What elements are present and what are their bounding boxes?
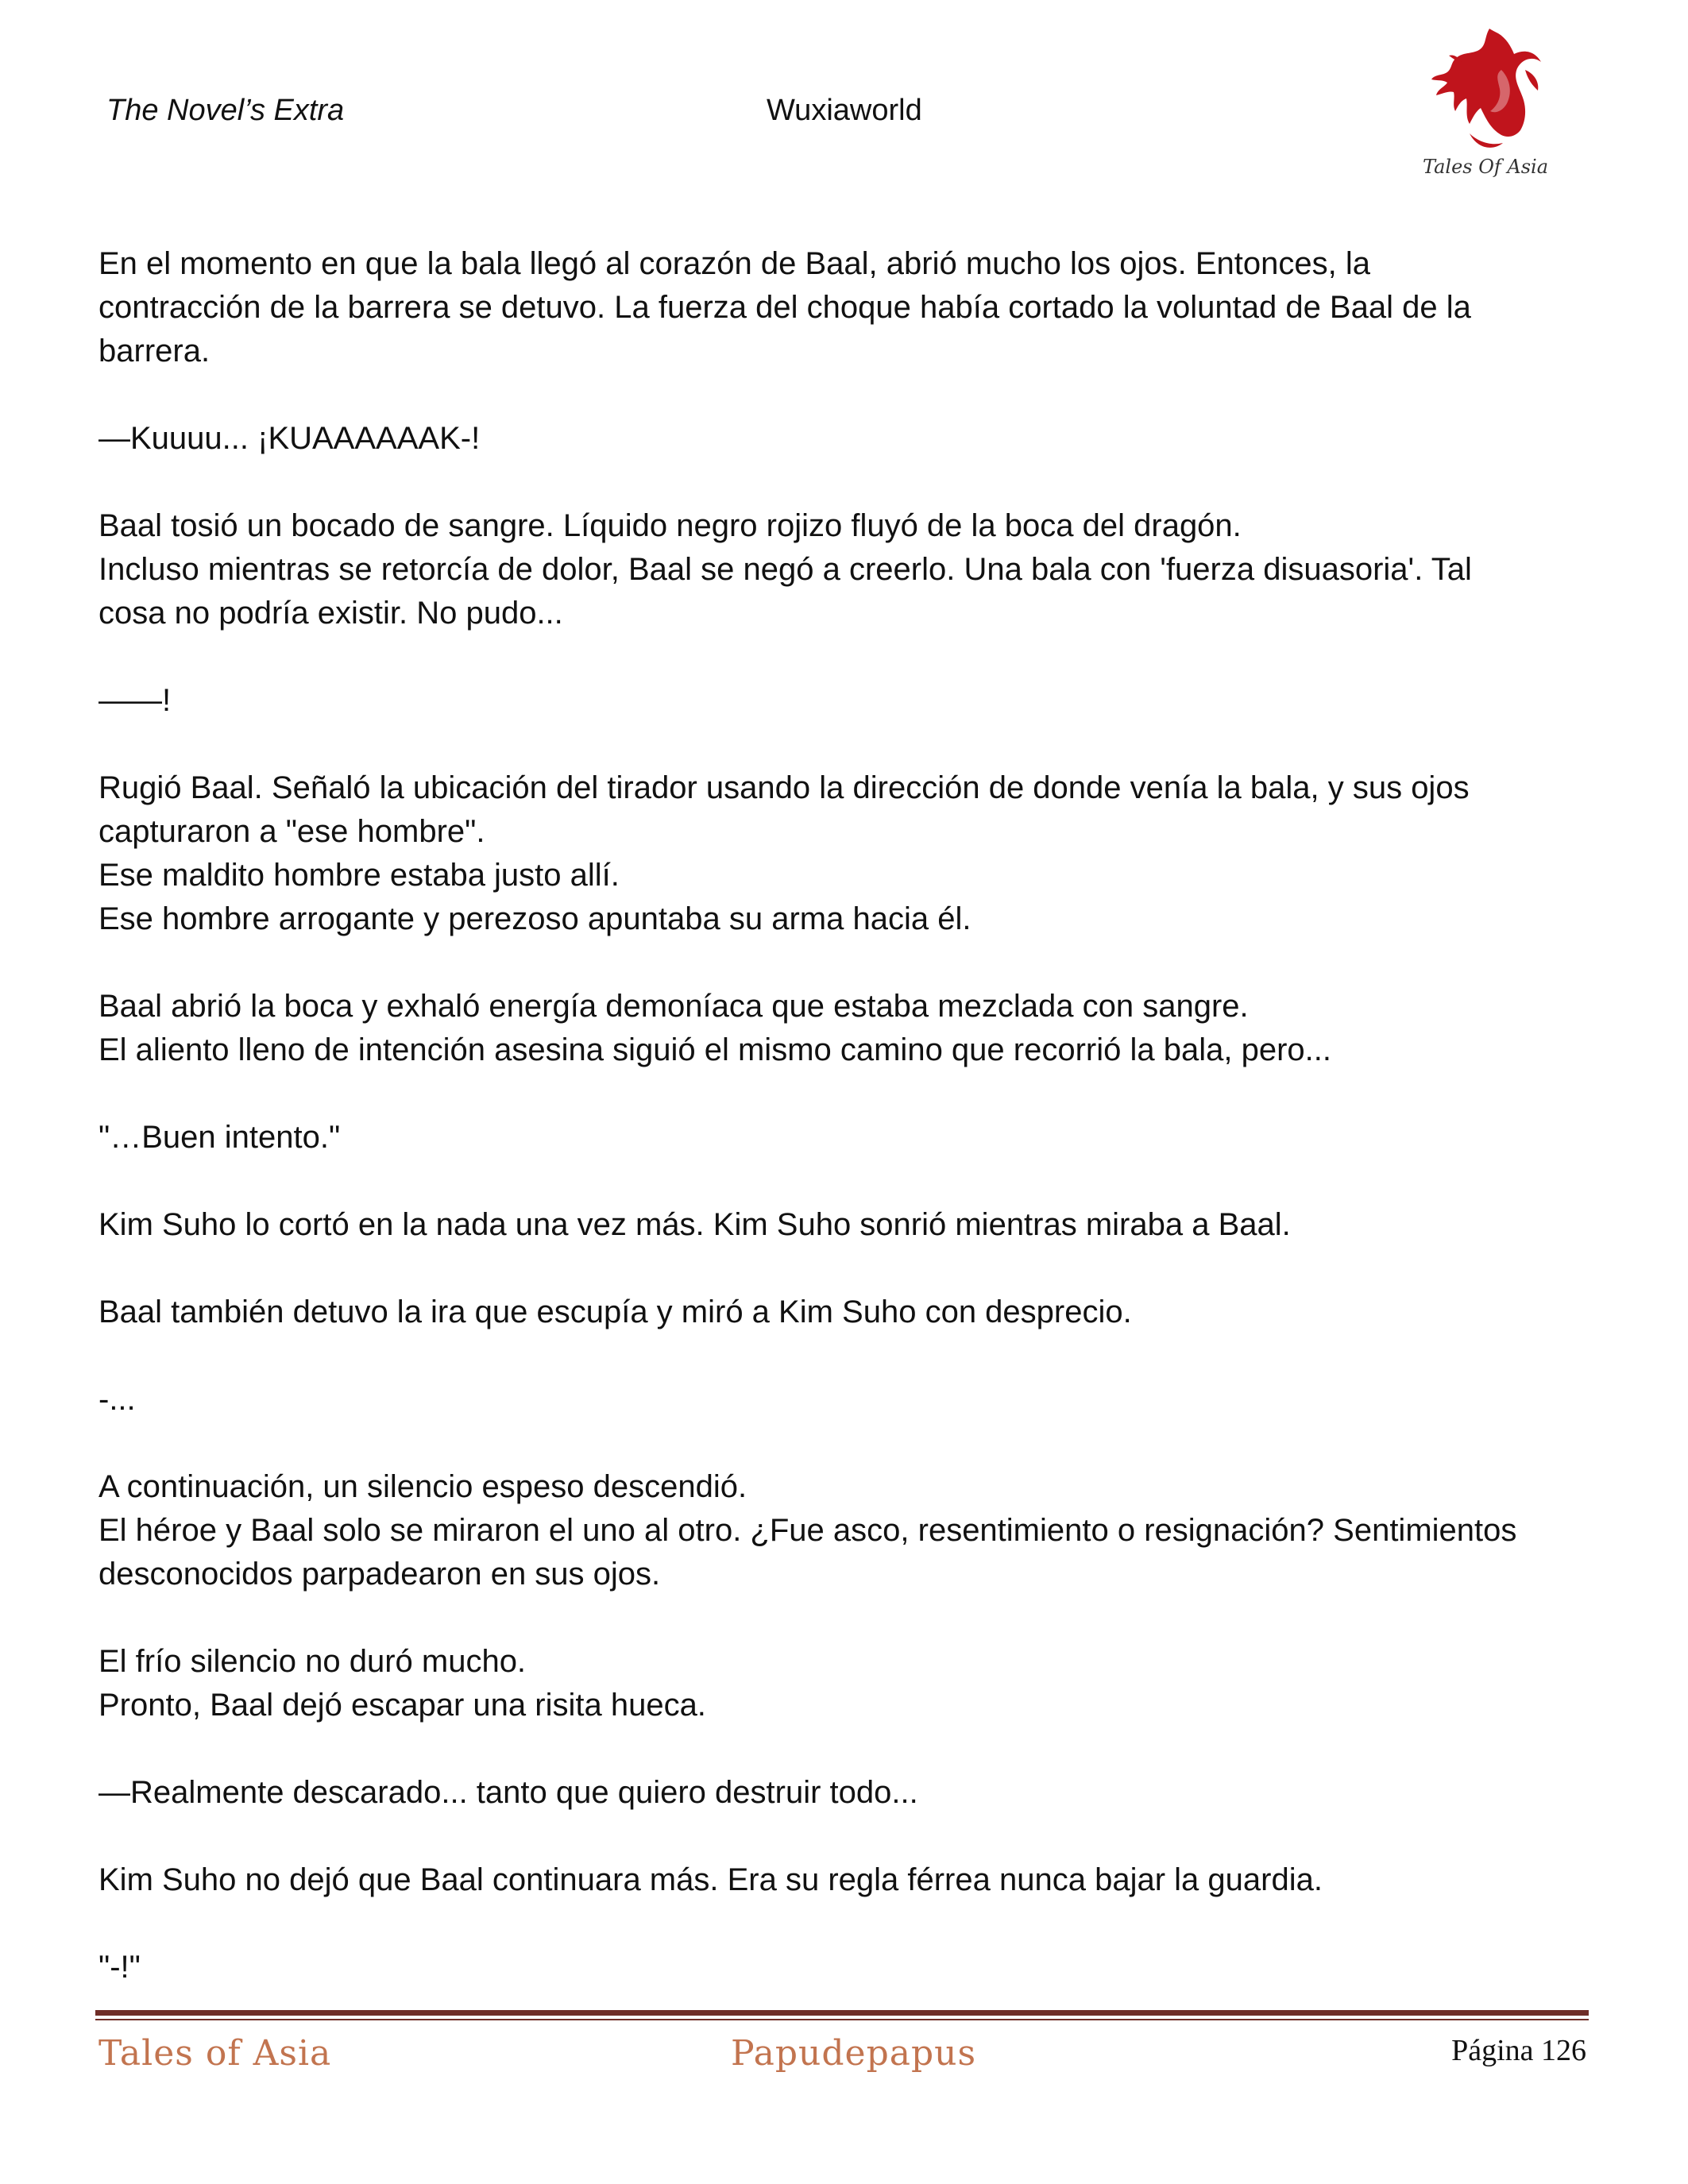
paragraph — [98, 1946, 1592, 1989]
text-line: —Kuuuu... ¡KUAAAAAAK-! — [98, 421, 481, 456]
text-line: "-!" — [98, 1950, 141, 1985]
text-line: contracción de la barrera se detuvo. La fuerza del choque había cortado la voluntad de Baal de la — [98, 290, 1471, 325]
paragraph — [98, 1291, 1592, 1334]
paragraph — [98, 1640, 1592, 1727]
paragraph — [98, 417, 1592, 461]
text-line: Baal tosió un bocado de sangre. Líquido negro rojizo fluyó de la boca del dragón. — [98, 508, 1242, 543]
text-line: Incluso mientras se retorcía de dolor, Baal se negó a creerlo. Una bala con 'fuerza disuasoria'. Tal — [98, 552, 1472, 587]
book-title: The Novel’s Extra — [106, 94, 345, 127]
dragon-logo — [1414, 22, 1557, 185]
paragraph — [98, 766, 1592, 941]
text-line: ——! — [98, 683, 172, 718]
text-line: -... — [98, 1382, 136, 1417]
paragraph — [98, 1116, 1592, 1160]
chapter-body — [98, 242, 1592, 2033]
text-line: A continuación, un silencio espeso descendió. — [98, 1469, 747, 1504]
text-line: En el momento en que la bala llegó al corazón de Baal, abrió mucho los ojos. Entonces, la — [98, 246, 1370, 281]
footer-translator: Papudepapus — [731, 2033, 977, 2074]
text-line: El aliento lleno de intención asesina siguió el mismo camino que recorrió la bala, pero... — [98, 1032, 1331, 1067]
text-line: El héroe y Baal solo se miraron el uno al otro. ¿Fue asco, resentimiento o resignación? Sentimientos — [98, 1513, 1517, 1548]
paragraph — [98, 1771, 1592, 1815]
paragraph — [98, 1378, 1592, 1422]
text-line: —Realmente descarado... tanto que quiero destruir todo... — [98, 1775, 918, 1810]
paragraph — [98, 242, 1592, 373]
text-line: El frío silencio no duró mucho. — [98, 1644, 527, 1679]
text-line: barrera. — [98, 334, 211, 369]
text-line: Kim Suho lo cortó en la nada una vez más. Kim Suho sonrió mientras miraba a Baal. — [98, 1207, 1291, 1242]
text-line: Kim Suho no dejó que Baal continuara más. Era su regla férrea nunca bajar la guardia. — [98, 1862, 1323, 1897]
text-line: Rugió Baal. Señaló la ubicación del tirador usando la dirección de donde venía la bala, y sus ojos — [98, 770, 1470, 805]
footer-divider — [95, 2010, 1589, 2016]
paragraph — [98, 985, 1592, 1072]
text-line: Baal abrió la boca y exhaló energía demoníaca que estaba mezclada con sangre. — [98, 989, 1249, 1024]
footer-divider-thin — [95, 2019, 1589, 2020]
text-line: capturaron a "ese hombre". — [98, 814, 485, 849]
text-line: Pronto, Baal dejó escapar una risita hueca. — [98, 1688, 706, 1723]
paragraph — [98, 679, 1592, 723]
paragraph — [98, 1858, 1592, 1902]
paragraph — [98, 1465, 1592, 1596]
paragraph — [98, 504, 1592, 635]
text-line: "…Buen intento." — [98, 1120, 341, 1155]
text-line: Ese maldito hombre estaba justo allí. — [98, 858, 620, 893]
text-line: desconocidos parpadearon en sus ojos. — [98, 1557, 661, 1592]
logo-text: Tales Of Asia — [1422, 156, 1549, 178]
text-line: Baal también detuvo la ira que escupía y miró a Kim Suho con desprecio. — [98, 1295, 1132, 1329]
text-line: cosa no podría existir. No pudo... — [98, 596, 563, 631]
text-line: Ese hombre arrogante y perezoso apuntaba su arma hacia él. — [98, 901, 971, 936]
site-name: Wuxiaworld — [767, 94, 922, 127]
paragraph — [98, 1203, 1592, 1247]
page-number: Página 126 — [1451, 2034, 1586, 2067]
footer-publisher: Tales of Asia — [98, 2033, 332, 2074]
